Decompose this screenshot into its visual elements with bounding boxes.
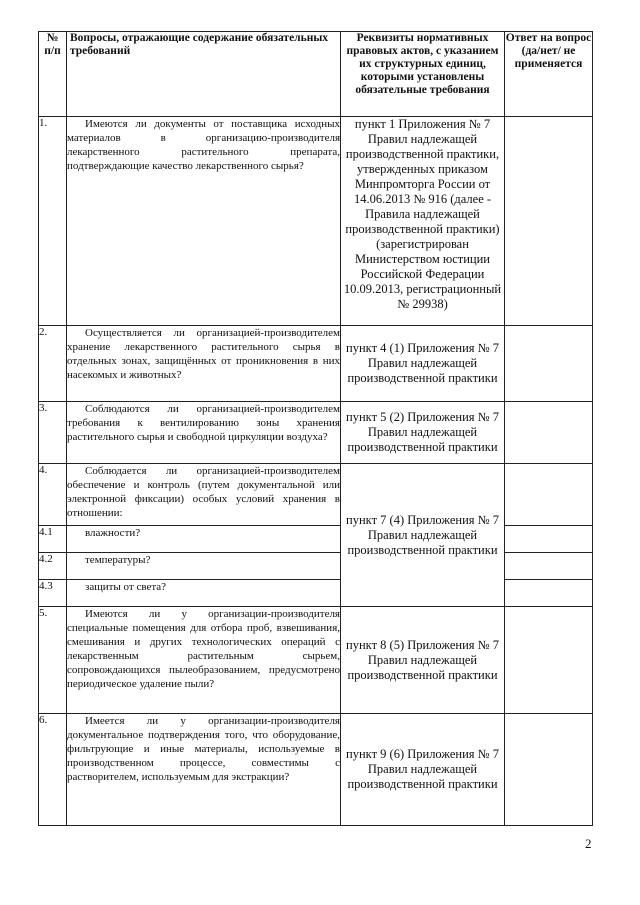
answer-cell[interactable] xyxy=(505,402,593,464)
row-number: 2. xyxy=(39,326,67,402)
requirements-table xyxy=(38,31,593,826)
answer-cell[interactable] xyxy=(505,580,593,607)
row-question: температуры? xyxy=(67,553,341,580)
row-number: 4.2 xyxy=(39,553,67,580)
table-row xyxy=(39,714,593,826)
table-header-row xyxy=(39,32,593,117)
table-row xyxy=(39,117,593,326)
row-question: Имеются ли документы от поставщика исходных материалов в организацию-производителя лекарственного растительного препарата, подтверждающие качество лекарственного сырья? xyxy=(67,117,341,326)
answer-cell[interactable] xyxy=(505,464,593,526)
row-question: Соблюдается ли организацией-производителем обеспечение и контроль (путем документальной или электронной фиксации) особых условий хранения в отношении: xyxy=(67,464,341,526)
row-question: влажности? xyxy=(67,526,341,553)
row-requisite: пункт 9 (6) Приложения № 7 Правил надлежащей производственной практики xyxy=(341,714,505,826)
answer-cell[interactable] xyxy=(505,607,593,714)
row-requisite: пункт 5 (2) Приложения № 7 Правил надлежащей производственной практики xyxy=(341,402,505,464)
row-question: Осуществляется ли организацией-производителем хранение лекарственного растительного сырья в отдельных зонах, защищённых от проникновения в них насекомых и животных? xyxy=(67,326,341,402)
table-row xyxy=(39,607,593,714)
answer-cell[interactable] xyxy=(505,117,593,326)
row-number: 3. xyxy=(39,402,67,464)
header-number: № п/п xyxy=(39,32,67,117)
row-question: Имеется ли у организации-производителя документальное подтверждения того, что оборудование, фильтрующие и иные материалы, используемые в производственном процессе, совместимы с растворителем, используемым для экстракции? xyxy=(67,714,341,826)
row-question: защиты от света? xyxy=(67,580,341,607)
row-requisite: пункт 4 (1) Приложения № 7 Правил надлежащей производственной практики xyxy=(341,326,505,402)
page-number: 2 xyxy=(585,836,592,851)
table-row xyxy=(39,326,593,402)
row-question: Имеются ли у организации-производителя специальные помещения для отбора проб, взвешивания, смешивания и других технологических операций с лекарственным растительным сырьем, сопровождающихся пылеобразованием, предусмотрено периодическое удаление пыли? xyxy=(67,607,341,714)
row-number: 5. xyxy=(39,607,67,714)
header-questions: Вопросы, отражающие содержание обязательных требований xyxy=(67,32,341,117)
row-requisite: пункт 1 Приложения № 7 Правил надлежащей производственной практики, утвержденных приказом Минпромторга России от 14.06.2013 № 916 (далее - Правила надлежащей производственной практики) (зарегистрирован Министерством юстиции Российской Федерации 10.09.2013, регистрационный № 29938) xyxy=(341,117,505,326)
table-row xyxy=(39,526,593,553)
table-row xyxy=(39,402,593,464)
table-row xyxy=(39,464,593,526)
answer-cell[interactable] xyxy=(505,326,593,402)
row-number: 4.1 xyxy=(39,526,67,553)
header-requisites: Реквизиты нормативных правовых актов, с указанием их структурных единиц, которыми установлены обязательные требования xyxy=(341,32,505,117)
row-number: 6. xyxy=(39,714,67,826)
answer-cell[interactable] xyxy=(505,714,593,826)
row-number: 4.3 xyxy=(39,580,67,607)
row-number: 1. xyxy=(39,117,67,326)
row-number: 4. xyxy=(39,464,67,526)
header-answer: Ответ на вопрос (да/нет/ не применяется xyxy=(505,32,593,117)
row-requisite: пункт 8 (5) Приложения № 7 Правил надлежащей производственной практики xyxy=(341,607,505,714)
answer-cell[interactable] xyxy=(505,526,593,553)
table-row xyxy=(39,553,593,580)
answer-cell[interactable] xyxy=(505,553,593,580)
row-question: Соблюдаются ли организацией-производителем требования к вентилированию зоны хранения растительного сырья и свободной циркуляции воздуха? xyxy=(67,402,341,464)
row-requisite: пункт 7 (4) Приложения № 7 Правил надлежащей производственной практики xyxy=(341,464,505,607)
table-row xyxy=(39,580,593,607)
